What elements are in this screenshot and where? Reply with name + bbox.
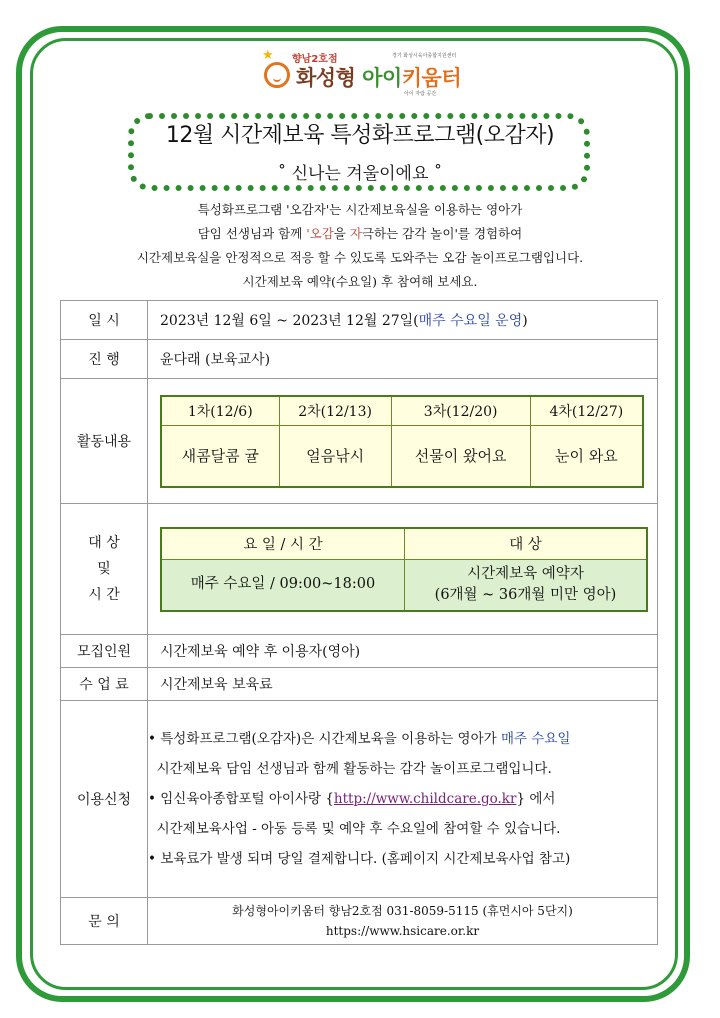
activity-header: 2차(12/13) xyxy=(279,396,391,426)
contact-label: 문 의 xyxy=(61,898,148,945)
time-value: 매주 수요일 / 09:00~18:00 xyxy=(161,559,405,611)
date-value: 2023년 12월 6일 ~ 2023년 12월 27일(매주 수요일 운영) xyxy=(148,301,658,340)
table-row xyxy=(61,668,658,701)
activity-table xyxy=(160,395,644,488)
table-row xyxy=(61,301,658,340)
activity-header: 3차(12/20) xyxy=(391,396,530,426)
table-row xyxy=(61,379,658,504)
intro-line: 시간제보육 예약(수요일) 후 참여해 보세요. xyxy=(242,274,478,289)
fee-label: 수 업 료 xyxy=(61,668,148,701)
host-value: 윤다래 (보육교사) xyxy=(148,340,658,379)
logo xyxy=(262,50,492,100)
info-table xyxy=(60,300,658,945)
activity-header: 1차(12/6) xyxy=(161,396,279,426)
childcare-link[interactable]: http://www.childcare.go.kr xyxy=(333,791,517,807)
logo-branch: 향남2호점 xyxy=(292,54,338,65)
target-value: 시간제보육 예약자 (6개월 ~ 36개월 미만 영아) xyxy=(405,559,648,611)
page-subtitle: ˚ 신나는 겨울이에요 ˚ xyxy=(277,164,443,184)
apply-value: • 특성화프로그램(오감자)은 시간제보육을 이용하는 영아가 매주 수요일 시간제보육 담임 선생님과 함께 활동하는 감각 놀이프로그램입니다. • 임신육아종합포털 아이사랑 {http://www.childcare.go.kr} 에서 시간제보육사업 - 아동 등록 및 예약 후 수요일에 참여할 수 있습니다. • 보육료가 발생 되며 당일 결제합니다. (홈페이지 시간제보육사업 참고) xyxy=(148,701,658,898)
table-row xyxy=(61,898,658,945)
activity-header: 4차(12/27) xyxy=(530,396,643,426)
activity-item: 새콤달콤 귤 xyxy=(161,425,279,487)
activity-item: 선물이 왔어요 xyxy=(391,425,530,487)
activity-item: 얼음낚시 xyxy=(279,425,391,487)
target-header: 대 상 xyxy=(405,528,648,560)
recruit-label: 모집인원 xyxy=(61,635,148,668)
time-header: 요 일 / 시 간 xyxy=(161,528,405,560)
apply-label: 이용신청 xyxy=(61,701,148,898)
date-label: 일 시 xyxy=(61,301,148,340)
website-link[interactable]: https://www.hsicare.or.kr xyxy=(325,924,480,938)
activity-cell xyxy=(148,379,658,504)
intro-text xyxy=(60,198,660,294)
intro-line: 시간제보육실을 안정적으로 적응 할 수 있도록 도와주는 오감 놀이프로그램입니다. xyxy=(136,250,584,265)
recruit-value: 시간제보육 예약 후 이용자(영아) xyxy=(148,635,658,668)
star-icon: ★ xyxy=(262,48,274,63)
table-row xyxy=(61,340,658,379)
logo-tagline-top: 경기 화성시육아종합지원센터 xyxy=(392,53,457,59)
target-table xyxy=(160,527,648,612)
table-row xyxy=(61,504,658,635)
intro-line: 특성화프로그램 '오감자'는 시간제보육실을 이용하는 영아가 xyxy=(197,202,523,217)
logo-tagline-bottom: 아이 자람 공간 xyxy=(404,91,437,97)
table-row xyxy=(61,635,658,668)
smile-face-icon xyxy=(264,62,290,88)
intro-line: 담임 선생님과 함께 '오감을 자극하는 감각 놀이'를 경험하여 xyxy=(197,226,523,241)
target-label: 대 상 및 시 간 xyxy=(61,504,148,635)
logo-name: 화성형 아이키움터 xyxy=(296,66,462,90)
activity-item: 눈이 와요 xyxy=(530,425,643,487)
contact-value: 화성형아이키움터 향남2호점 031-8059-5115 (휴먼시아 5단지) https://www.hsicare.or.kr xyxy=(148,898,658,945)
table-row xyxy=(61,701,658,898)
page-title: 12월 시간제보육 특성화프로그램(오감자) xyxy=(165,123,555,148)
target-cell xyxy=(148,504,658,635)
fee-value: 시간제보육 보육료 xyxy=(148,668,658,701)
activity-label: 활동내용 xyxy=(61,379,148,504)
host-label: 진 행 xyxy=(61,340,148,379)
